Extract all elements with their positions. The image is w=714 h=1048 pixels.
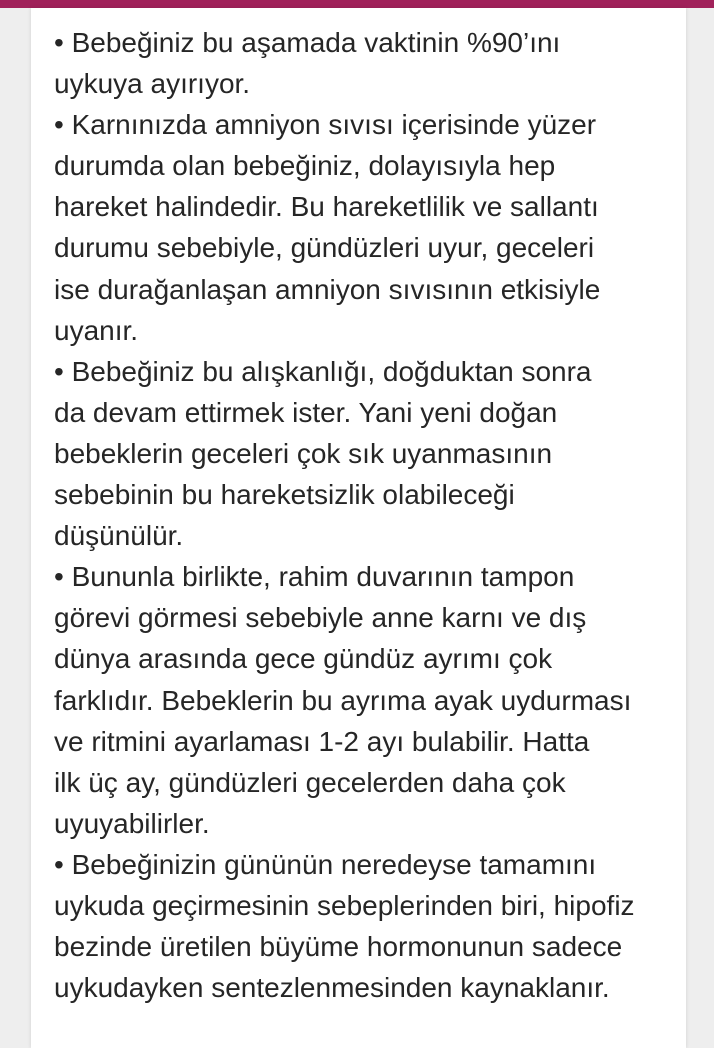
text-line: • Bebeğiniz bu alışkanlığı, doğduktan sonra bbox=[54, 355, 592, 387]
text-line: görevi görmesi sebebiyle anne karnı ve dış bbox=[54, 602, 587, 634]
text-line: • Bununla birlikte, rahim duvarının tampon bbox=[54, 561, 575, 593]
top-accent-bar bbox=[0, 0, 714, 8]
text-line: • Karnınızda amniyon sıvısı içerisinde yüzer bbox=[54, 109, 597, 141]
text-line: dünya arasında gece gündüz ayrımı çok bbox=[54, 643, 553, 675]
article-body bbox=[54, 22, 682, 1008]
text-line: farklıdır. Bebeklerin bu ayrıma ayak uydurması bbox=[54, 684, 632, 716]
text-line: bezinde üretilen büyüme hormonunun sadece bbox=[54, 931, 623, 963]
text-line: bebeklerin geceleri çok sık uyanmasının bbox=[54, 437, 553, 469]
text-line: durumda olan bebeğiniz, dolayısıyla hep bbox=[54, 150, 556, 182]
text-line: ve ritmini ayarlaması 1-2 ayı bulabilir. Hatta bbox=[54, 725, 590, 757]
text-line: ilk üç ay, gündüzleri gecelerden daha çok bbox=[54, 766, 566, 798]
text-line: düşünülür. bbox=[54, 520, 184, 552]
text-line: hareket halindedir. Bu hareketlilik ve sallantı bbox=[54, 191, 599, 223]
text-line: • Bebeğinizin gününün neredeyse tamamını bbox=[54, 848, 597, 880]
text-line: uykudayken sentezlenmesinden kaynaklanır. bbox=[54, 972, 610, 1004]
text-line: sebebinin bu hareketsizlik olabileceği bbox=[54, 479, 515, 511]
bullet-paragraph bbox=[54, 351, 682, 556]
text-line: ise durağanlaşan amniyon sıvısının etkisiyle bbox=[54, 273, 601, 305]
text-line: durumu sebebiyle, gündüzleri uyur, geceleri bbox=[54, 232, 595, 264]
text-line: da devam ettirmek ister. Yani yeni doğan bbox=[54, 396, 558, 428]
text-line: uyuyabilirler. bbox=[54, 807, 210, 839]
bullet-paragraph bbox=[54, 844, 682, 1008]
bullet-paragraph bbox=[54, 22, 682, 104]
text-line: uyanır. bbox=[54, 314, 139, 346]
bullet-paragraph bbox=[54, 104, 682, 351]
bullet-paragraph bbox=[54, 556, 682, 844]
text-line: uykuya ayırıyor. bbox=[54, 68, 251, 100]
text-line: uykuda geçirmesinin sebeplerinden biri, hipofiz bbox=[54, 889, 635, 921]
text-line: • Bebeğiniz bu aşamada vaktinin %90’ını bbox=[54, 27, 561, 58]
